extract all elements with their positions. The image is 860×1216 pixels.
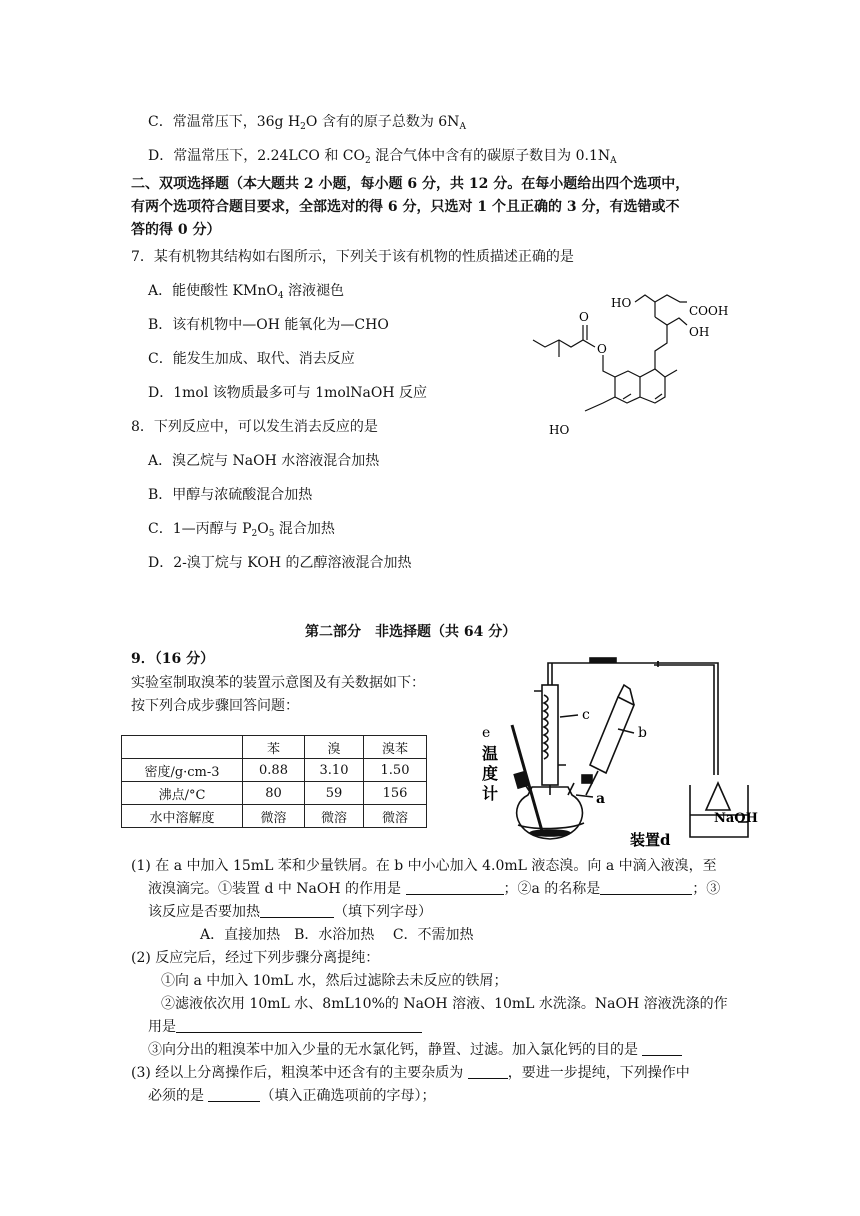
q9-intro-2: 按下列合成步骤回答问题： (131, 698, 299, 714)
q9-part2-step3: ③向分出的粗溴苯中加入少量的无水氯化钙，静置、过滤。加入氯化钙的目的是 (148, 1041, 682, 1059)
label-c: c (582, 707, 590, 723)
table-header-row (122, 736, 427, 759)
q9-part1-options: A．直接加热 B．水浴加热 C．不需加热 (200, 927, 474, 943)
q7-option-c: C．能发生加成、取代、消去反应 (148, 351, 355, 367)
q9-part2-step2b: 用是 (148, 1018, 422, 1036)
table-cell: 3.10 (305, 759, 364, 782)
table-row (122, 759, 427, 782)
part2-title: 第二部分 非选择题（共 64 分） (305, 624, 517, 640)
answer-blank[interactable] (406, 880, 504, 895)
section2-heading-line3: 答的得 0 分） (131, 222, 221, 238)
q9-part2-step2: ②滤液依次用 10mL 水、8mL10%的 NaOH 溶液、10mL 水洗涤。NaOH 溶液洗涤的作 (161, 996, 728, 1012)
q7-molecular-structure (515, 285, 755, 445)
table-cell: 微溶 (305, 805, 364, 828)
ho-top-label: HO (611, 296, 632, 310)
label-a: a (596, 791, 606, 807)
q7-option-d: D．1mol 该物质最多可与 1molNaOH 反应 (148, 385, 428, 401)
table-cell: 0.88 (243, 759, 305, 782)
q8-option-d: D．2-溴丁烷与 KOH 的乙醇溶液混合加热 (148, 555, 412, 571)
q8-option-a: A．溴乙烷与 NaOH 水溶液混合加热 (148, 453, 380, 469)
table-header-cell: 溴 (305, 736, 364, 759)
carbonyl-o-label: O (579, 310, 589, 324)
table-cell: 156 (364, 782, 427, 805)
cooh-label: COOH (689, 304, 729, 318)
thermometer-char: 计 (482, 784, 499, 803)
q9-number: 9．（16 分） (131, 651, 215, 667)
section2-heading-line2: 有两个选项符合题目要求，全部选对的得 6 分，只选对 1 个且正确的 3 分，有选错或不 (131, 199, 680, 215)
answer-blank[interactable] (642, 1041, 682, 1056)
q9-part3-line2: 必须的是 （填入正确选项前的字母）； (148, 1088, 436, 1104)
oh-label: OH (689, 325, 710, 339)
answer-blank[interactable] (176, 1018, 422, 1033)
q9-part2-step1: ①向 a 中加入 10mL 水，然后过滤除去未反应的铁屑； (161, 973, 508, 989)
q8-stem: 8．下列反应中，可以发生消去反应的是 (131, 419, 378, 435)
label-device-d: 装置d (630, 831, 671, 849)
table-cell: 微溶 (364, 805, 427, 828)
q9-part3-line1: (3) 经以上分离操作后，粗溴苯中还含有的主要杂质为 ，要进一步提纯，下列操作中 (131, 1065, 690, 1081)
section2-heading-line1: 二、双项选择题（本大题共 2 小题，每小题 6 分，共 12 分。在每小题给出四个选项中， (131, 176, 690, 192)
q7-option-a: A．能使酸性 KMnO$_4$ 溶液褪色 (148, 283, 345, 301)
table-cell: 沸点/°C (122, 782, 243, 805)
table-cell: 水中溶解度 (122, 805, 243, 828)
answer-blank[interactable] (208, 1087, 260, 1102)
label-naoh: NaOH (714, 811, 758, 826)
q9-part2-line1: (2) 反应完后，经过下列步骤分离提纯： (131, 950, 380, 966)
q9-data-table (121, 735, 427, 828)
label-b: b (638, 725, 647, 741)
q9-part1-line2: 液溴滴完。①装置 d 中 NaOH 的作用是 ；②a 的名称是 ；③ (148, 881, 721, 897)
answer-blank[interactable] (468, 1064, 508, 1079)
table-header-cell (122, 736, 243, 759)
table-cell: 1.50 (364, 759, 427, 782)
table-header-cell: 苯 (243, 736, 305, 759)
table-header-cell: 溴苯 (364, 736, 427, 759)
q8-option-b: B．甲醇与浓硫酸混合加热 (148, 487, 313, 503)
q8-option-c: C．1—丙醇与 $P_2O_5$ 混合加热 (148, 521, 335, 539)
q9-part1-line1: (1) 在 a 中加入 15mL 苯和少量铁屑。在 b 中小心加入 4.0mL 液态溴。向 a 中滴入液溴，至 (131, 858, 717, 874)
table-cell: 80 (243, 782, 305, 805)
table-cell: 59 (305, 782, 364, 805)
q9-part1-line3: 该反应是否要加热 （填下列字母） (148, 904, 432, 920)
answer-blank[interactable] (260, 903, 334, 918)
q7-stem: 7．某有机物其结构如右图所示，下列关于该有机物的性质描述正确的是 (131, 249, 574, 265)
q6-option-c: C．常温常压下，36g $H_2O$ 含有的原子总数为 $6N_A$ (148, 114, 466, 132)
thermometer-char: 度 (482, 764, 499, 783)
table-row (122, 782, 427, 805)
ester-o-label: O (597, 342, 607, 356)
q7-option-b: B．该有机物中—OH 能氧化为—CHO (148, 317, 389, 333)
q9-apparatus-diagram (478, 655, 760, 850)
ho-bottom-label: HO (549, 423, 570, 437)
q6-option-d: D．常温常压下，2.24LCO 和 $CO_2$ 混合气体中含有的碳原子数目为 $0.1N_A$ (148, 148, 617, 166)
table-row (122, 805, 427, 828)
thermometer-char: 温 (482, 744, 499, 763)
q9-intro-1: 实验室制取溴苯的装置示意图及有关数据如下： (131, 675, 425, 691)
table-cell: 微溶 (243, 805, 305, 828)
answer-blank[interactable] (600, 880, 692, 895)
table-cell: 密度/g·cm-3 (122, 759, 243, 782)
label-e: e (482, 725, 491, 741)
